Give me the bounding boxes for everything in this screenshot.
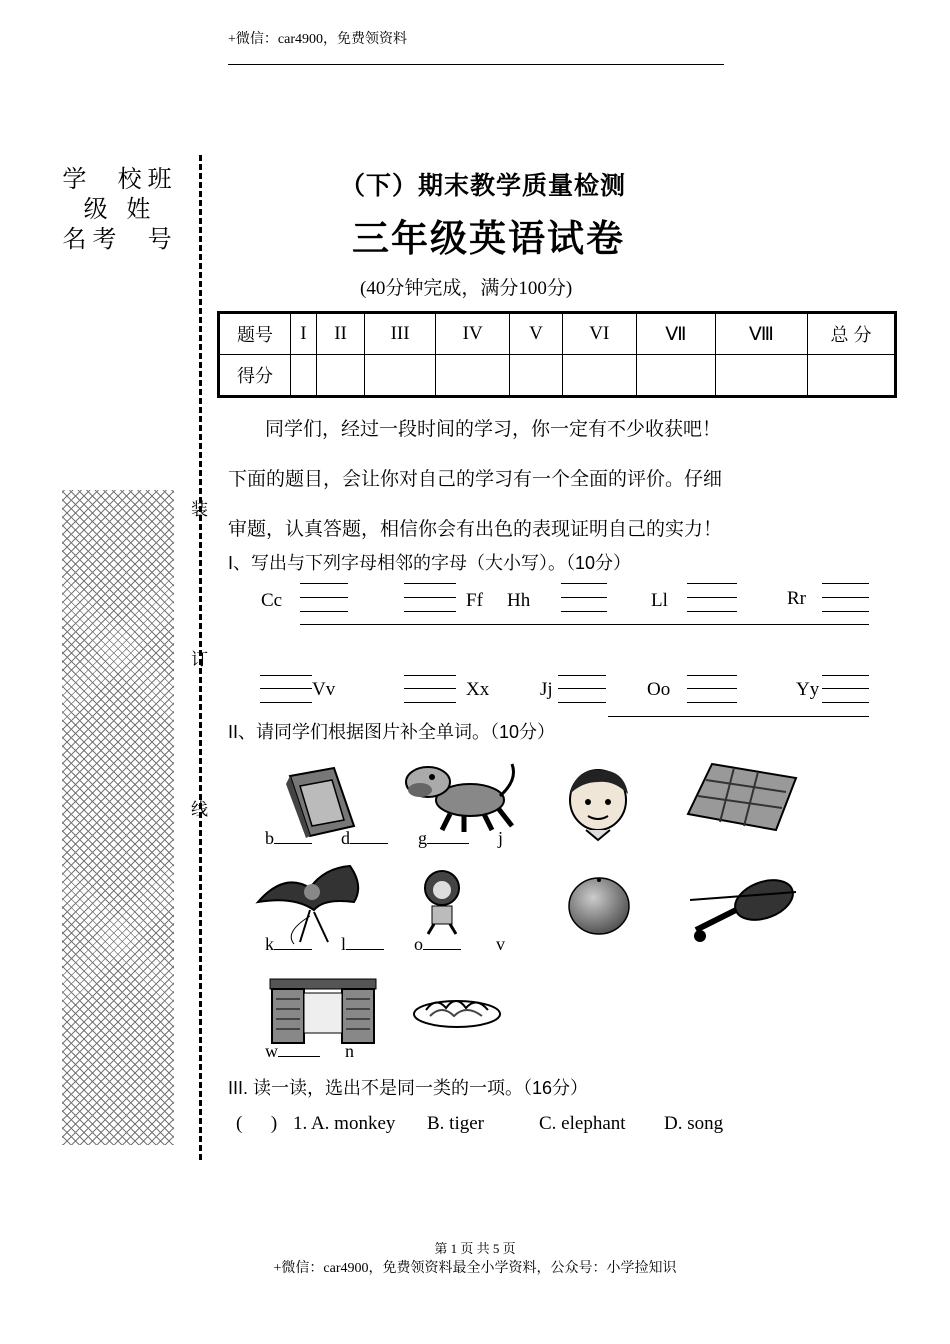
- word-letter: l: [341, 934, 347, 954]
- score-cell[interactable]: [510, 355, 562, 397]
- answer-blank[interactable]: [687, 611, 737, 612]
- word-letter: v: [496, 934, 505, 954]
- section3-heading: III. 读一读，选出不是同一类的一项。（16分）: [228, 1078, 589, 1098]
- answer-blank[interactable]: [687, 597, 737, 598]
- score-cell[interactable]: [365, 355, 436, 397]
- score-table-col: V: [510, 313, 562, 355]
- side-label-line: 名考 号: [62, 226, 178, 253]
- answer-blank[interactable]: [558, 675, 606, 676]
- word-blank[interactable]: [350, 843, 388, 844]
- letter-pair: Cc: [261, 590, 283, 611]
- score-cell[interactable]: [291, 355, 317, 397]
- word-start-letter: [265, 828, 312, 849]
- page-number: 第 1 页 共 5 页: [434, 1241, 516, 1256]
- answer-blank[interactable]: [561, 611, 607, 612]
- section1-heading: I、写出与下列字母相邻的字母（大小写）。（10分）: [228, 553, 632, 573]
- answer-blank[interactable]: [404, 675, 456, 676]
- letter-pair: Oo: [647, 679, 671, 700]
- answer-blank[interactable]: [822, 611, 869, 612]
- answer-blank[interactable]: [822, 702, 869, 703]
- score-cell[interactable]: [808, 355, 896, 397]
- answer-blank[interactable]: [687, 688, 737, 689]
- word-start-letter: [418, 828, 469, 849]
- window-picture: [268, 975, 378, 1045]
- dog-picture: [400, 760, 522, 836]
- letter-pair: Jj: [540, 679, 553, 700]
- answer-blank[interactable]: [687, 702, 737, 703]
- answer-blank[interactable]: [558, 688, 606, 689]
- noodles-picture: [412, 990, 502, 1030]
- word-start-letter: [341, 934, 384, 955]
- answer-blank[interactable]: [260, 675, 312, 676]
- score-table-col: III: [365, 313, 436, 355]
- answer-blank[interactable]: [300, 597, 348, 598]
- answer-blank[interactable]: [558, 702, 606, 703]
- exam-subtitle: (40分钟完成，满分100分): [360, 278, 573, 299]
- word-blank[interactable]: [274, 843, 312, 844]
- answer-blank[interactable]: [404, 583, 456, 584]
- side-label-line: 级 姓: [83, 196, 157, 223]
- score-cell[interactable]: [715, 355, 807, 397]
- answer-blank[interactable]: [687, 675, 737, 676]
- answer-blank[interactable]: [822, 675, 869, 676]
- word-letter: n: [345, 1041, 354, 1061]
- score-cell[interactable]: [637, 355, 716, 397]
- answer-blank[interactable]: [822, 583, 869, 584]
- score-table-score-row: [219, 355, 896, 397]
- row-rule: [608, 716, 869, 717]
- score-table-col: II: [316, 313, 364, 355]
- option-d: D. song: [664, 1113, 724, 1134]
- answer-blank[interactable]: [404, 702, 456, 703]
- intro-line: 下面的题目，会让你对自己的学习有一个全面的评价。仔细: [228, 469, 723, 490]
- answer-blank[interactable]: [300, 611, 348, 612]
- exam-title-line1: （下）期末教学质量检测: [340, 173, 627, 200]
- score-cell[interactable]: [562, 355, 637, 397]
- section2-heading: II、请同学们根据图片补全单词。（10分）: [228, 722, 556, 742]
- score-table-label: 得分: [219, 355, 291, 397]
- answer-blank[interactable]: [687, 583, 737, 584]
- answer-blank[interactable]: [404, 597, 456, 598]
- letter-pair: Xx: [466, 679, 490, 700]
- score-table-col: I: [291, 313, 317, 355]
- score-cell[interactable]: [316, 355, 364, 397]
- answer-blank[interactable]: [404, 611, 456, 612]
- option-b: B. tiger: [427, 1113, 484, 1134]
- score-table: [217, 311, 897, 398]
- word-letter: d: [341, 828, 350, 848]
- word-blank[interactable]: [274, 949, 312, 950]
- answer-blank[interactable]: [822, 597, 869, 598]
- binding-char-ding: 订: [191, 650, 208, 669]
- answer-blank[interactable]: [561, 597, 607, 598]
- row-rule: [300, 624, 869, 625]
- letter-pair: Hh: [507, 590, 531, 611]
- footer-note: +微信：car4900，免费领资料最全小学资料，公众号：小学捡知识: [273, 1261, 677, 1276]
- word-blank[interactable]: [346, 949, 384, 950]
- answer-blank[interactable]: [300, 583, 348, 584]
- boy-face-picture: [558, 764, 638, 842]
- word-start-letter: [414, 934, 461, 955]
- score-table-col: IV: [435, 313, 510, 355]
- score-cell[interactable]: [435, 355, 510, 397]
- word-letter: b: [265, 828, 274, 848]
- letter-pair: Rr: [787, 588, 806, 609]
- intro-line: 审题，认真答题，相信你会有出色的表现证明自己的实力！: [228, 519, 723, 540]
- answer-blank[interactable]: [404, 688, 456, 689]
- exam-title-line2: 三年级英语试卷: [352, 219, 625, 260]
- word-letter: w: [265, 1041, 278, 1061]
- violin-picture: [686, 870, 800, 948]
- option-c: C. elephant: [539, 1113, 626, 1134]
- answer-blank[interactable]: [260, 702, 312, 703]
- word-start-letter: [265, 1041, 320, 1062]
- word-letter: g: [418, 828, 427, 848]
- score-table-col: Ⅶ: [637, 313, 716, 355]
- letter-pair: Ff: [466, 590, 483, 611]
- score-table-col: Ⅷ: [715, 313, 807, 355]
- word-blank[interactable]: [427, 843, 469, 844]
- orange-picture: [566, 874, 632, 936]
- side-label-line: 学 校班: [62, 166, 178, 193]
- header-note: +微信：car4900，免费领资料: [228, 32, 407, 47]
- letter-pair: Yy: [796, 679, 820, 700]
- letter-pair: Ll: [651, 590, 668, 611]
- binding-char-xian: 线: [191, 800, 208, 819]
- answer-blank[interactable]: [561, 583, 607, 584]
- score-table-col: VI: [562, 313, 637, 355]
- word-letter: j: [498, 828, 504, 848]
- word-letter: k: [265, 934, 274, 954]
- answer-blank[interactable]: [822, 688, 869, 689]
- word-blank[interactable]: [423, 949, 461, 950]
- student-info-labels: [60, 165, 180, 255]
- word-end-letter: [341, 828, 388, 849]
- score-table-label: 题号: [219, 313, 291, 355]
- puzzle-picture: [686, 760, 800, 834]
- score-table-header-row: [219, 313, 896, 355]
- word-start-letter: [265, 934, 312, 955]
- word-blank[interactable]: [278, 1056, 320, 1057]
- word-letter: o: [414, 934, 423, 954]
- hatched-binding-strip: [62, 490, 174, 1145]
- score-table-total: 总 分: [808, 313, 896, 355]
- binding-char-zhuang: 装: [191, 500, 208, 519]
- lion-picture: [418, 868, 468, 936]
- intro-line: 同学们，经过一段时间的学习，你一定有不少收获吧！: [265, 419, 722, 440]
- answer-parentheses[interactable]: ( ): [236, 1113, 278, 1134]
- header-rule: [228, 64, 724, 65]
- answer-blank[interactable]: [260, 688, 312, 689]
- letter-pair: Vv: [312, 679, 336, 700]
- question-stem: 1. A. monkey: [293, 1113, 396, 1134]
